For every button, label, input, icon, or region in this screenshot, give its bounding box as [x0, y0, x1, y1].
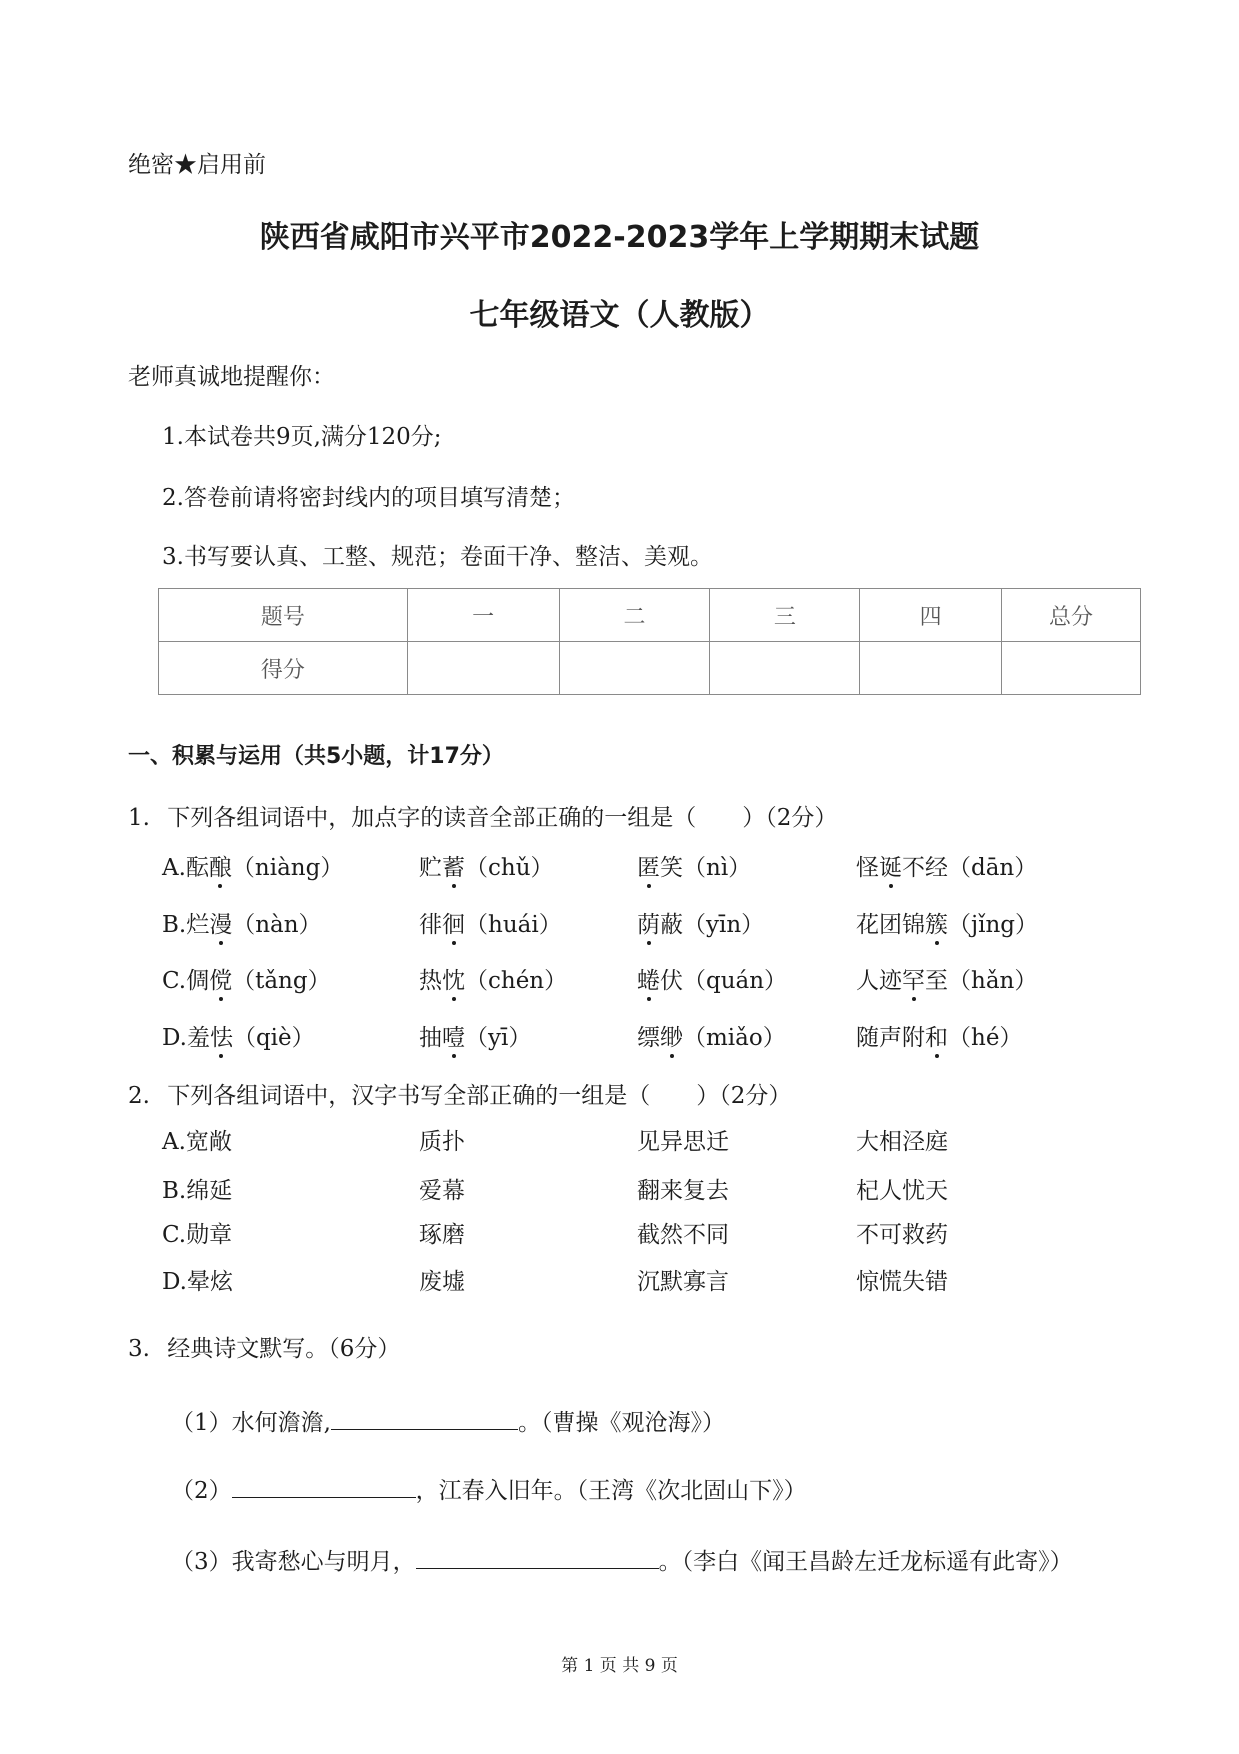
score-cell — [407, 642, 559, 695]
poem-text: （2） — [171, 1478, 232, 1504]
pinyin: （niàng） — [231, 855, 344, 881]
pinyin: （tǎng） — [232, 968, 331, 994]
q1-option-c-item — [419, 966, 567, 996]
table-header-cell: 二 — [559, 589, 710, 642]
dotted-char: 蓄 — [442, 855, 465, 881]
q1-option-d-item — [637, 1023, 786, 1053]
word-part: 缥 — [637, 1025, 660, 1051]
q1-option-a-item — [637, 853, 751, 883]
q2-option-c-item — [162, 1220, 232, 1250]
dotted-char: 缈 — [660, 1025, 683, 1051]
pinyin: （chén） — [465, 968, 568, 994]
dotted-char: 怯 — [209, 1025, 233, 1051]
question-1 — [128, 803, 837, 833]
question-2 — [128, 1081, 791, 1111]
answer-blank — [331, 1405, 518, 1430]
pinyin: （yī） — [465, 1025, 532, 1051]
q2-option-d-item: 惊慌失错 — [856, 1269, 948, 1295]
answer-blank — [232, 1473, 416, 1498]
q3-item-2 — [171, 1473, 807, 1506]
option-letter: A. — [162, 1129, 186, 1155]
pinyin: （dān） — [948, 855, 1038, 881]
table-header-cell: 三 — [710, 589, 860, 642]
q2-option-a-item: 大相泾庭 — [856, 1129, 948, 1155]
dotted-char: 噎 — [442, 1025, 465, 1051]
dotted-char: 罕 — [902, 968, 925, 994]
option-letter: C. — [162, 968, 187, 994]
q1-option-b-item — [419, 910, 562, 940]
word-part: 徘 — [419, 912, 442, 938]
q2-option-b-item: 翻来复去 — [637, 1178, 729, 1204]
q1-option-c-item — [162, 966, 331, 996]
word: 绵延 — [186, 1178, 233, 1204]
notice-intro: 老师真诚地提醒你： — [128, 364, 335, 390]
question-number: 1. — [128, 805, 150, 831]
poem-source: ，江春入旧年。（王湾《次北固山下》） — [415, 1478, 807, 1504]
score-cell — [710, 642, 860, 695]
table-header-cell: 四 — [860, 589, 1002, 642]
score-table — [158, 588, 1141, 695]
q1-option-a-item — [162, 853, 343, 883]
q2-option-a-item — [162, 1127, 232, 1157]
pinyin: （chǔ） — [465, 855, 554, 881]
word-part: 花团锦 — [856, 912, 925, 938]
table-row-label: 得分 — [159, 642, 408, 695]
notice-item: 3.书写要认真、工整、规范；卷面干净、整洁、美观。 — [162, 544, 713, 570]
word-part: 伏 — [660, 968, 683, 994]
dotted-char: 忱 — [442, 968, 465, 994]
dotted-char: 徊 — [442, 912, 465, 938]
confidential-label: 绝密★启用前 — [128, 152, 266, 178]
question-stem: 经典诗文默写。（6分） — [167, 1336, 401, 1362]
dotted-char: 酿 — [208, 855, 232, 881]
q2-option-c-item: 不可救药 — [856, 1222, 948, 1248]
option-letter: C. — [162, 1222, 187, 1248]
score-table-score-row — [159, 642, 1141, 695]
word-part: 随声附 — [856, 1025, 925, 1051]
word-part: 至 — [925, 968, 948, 994]
q2-option-a-item: 见异思迁 — [637, 1129, 729, 1155]
pinyin: （quán） — [683, 968, 788, 994]
exam-title: 陕西省咸阳市兴平市2022-2023学年上学期期末试题 — [259, 220, 980, 255]
q1-option-c-item — [637, 966, 787, 996]
q1-option-b-item — [637, 910, 764, 940]
q2-option-c-item: 截然不同 — [637, 1222, 729, 1248]
dotted-char: 匿 — [637, 855, 660, 881]
q1-option-a-item — [419, 853, 554, 883]
q2-option-c-item: 琢磨 — [419, 1222, 465, 1248]
word-part: 贮 — [419, 855, 442, 881]
q2-option-a-item: 质扑 — [419, 1129, 465, 1155]
word-part: 蔽 — [660, 912, 683, 938]
q2-option-d-item: 废墟 — [419, 1269, 465, 1295]
q2-option-b-item — [162, 1176, 232, 1206]
table-header-cell: 总分 — [1002, 589, 1141, 642]
word: 勋章 — [186, 1222, 233, 1248]
word-part: 抽 — [419, 1025, 442, 1051]
pinyin: （huái） — [465, 912, 562, 938]
word-part: 不经 — [902, 855, 948, 881]
pinyin: （nàn） — [232, 912, 322, 938]
question-number: 2. — [128, 1083, 150, 1109]
option-letter: D. — [162, 1025, 187, 1051]
q3-item-1 — [171, 1405, 725, 1438]
word-part: 烂 — [186, 912, 210, 938]
score-cell — [559, 642, 710, 695]
dotted-char: 簇 — [925, 912, 948, 938]
word: 晕炫 — [186, 1269, 233, 1295]
q1-option-d-item — [419, 1023, 531, 1053]
q1-option-b-item — [162, 910, 322, 940]
table-header-cell: 题号 — [159, 589, 408, 642]
section-heading: 一、积累与运用（共5小题，计17分） — [128, 744, 504, 769]
word-part: 羞 — [186, 1025, 210, 1051]
pinyin: （nì） — [683, 855, 752, 881]
dotted-char: 荫 — [637, 912, 660, 938]
pinyin: （hǎn） — [948, 968, 1038, 994]
pinyin: （qiè） — [232, 1025, 315, 1051]
option-letter: B. — [162, 1178, 187, 1204]
pinyin: （miǎo） — [683, 1025, 786, 1051]
q1-option-d-item — [162, 1023, 315, 1053]
option-letter: B. — [162, 912, 187, 938]
question-stem: 下列各组词语中，汉字书写全部正确的一组是（ ）（2分） — [167, 1083, 792, 1109]
pinyin: （hé） — [948, 1025, 1023, 1051]
notice-item: 1.本试卷共9页,满分120分; — [162, 424, 442, 450]
dotted-char: 漫 — [209, 912, 233, 938]
question-3 — [128, 1334, 400, 1364]
word-part: 倜 — [186, 968, 210, 994]
score-cell — [860, 642, 1002, 695]
score-table-header-row — [159, 589, 1141, 642]
score-cell — [1002, 642, 1141, 695]
q2-option-b-item: 爱幕 — [419, 1178, 465, 1204]
pinyin: （yīn） — [683, 912, 765, 938]
pinyin: （jǐng） — [948, 912, 1039, 938]
question-stem: 下列各组词语中，加点字的读音全部正确的一组是（ ）（2分） — [167, 805, 838, 831]
poem-text: （3）我寄愁心与明月， — [171, 1549, 416, 1575]
dotted-char: 傥 — [209, 968, 233, 994]
notice-item: 2.答卷前请将密封线内的项目填写清楚； — [162, 485, 575, 511]
word-part: 怪 — [856, 855, 879, 881]
option-letter: A. — [162, 855, 186, 881]
q1-option-a-item — [856, 853, 1037, 883]
poem-source: 。（李白《闻王昌龄左迁龙标遥有此寄》） — [658, 1549, 1073, 1575]
answer-blank — [416, 1544, 659, 1569]
option-letter: D. — [162, 1269, 187, 1295]
q1-option-c-item — [856, 966, 1037, 996]
page-number: 第 1 页 共 9 页 — [561, 1656, 678, 1676]
word: 宽敞 — [185, 1129, 232, 1155]
dotted-char: 和 — [925, 1025, 948, 1051]
q1-option-b-item — [856, 910, 1038, 940]
word-part: 笑 — [660, 855, 683, 881]
q2-option-d-item: 沉默寡言 — [637, 1269, 729, 1295]
exam-subtitle: 七年级语文（人教版） — [469, 298, 770, 333]
q3-item-3 — [171, 1544, 1073, 1577]
q1-option-d-item — [856, 1023, 1022, 1053]
word-part: 热 — [419, 968, 442, 994]
word-part: 人迹 — [856, 968, 902, 994]
q2-option-d-item — [162, 1267, 233, 1297]
question-number: 3. — [128, 1336, 150, 1362]
word-part: 酝 — [185, 855, 209, 881]
poem-text: （1）水何澹澹, — [171, 1410, 331, 1436]
q2-option-b-item: 杞人忧天 — [856, 1178, 948, 1204]
dotted-char: 诞 — [879, 855, 902, 881]
table-header-cell: 一 — [407, 589, 559, 642]
poem-source: 。（曹操《观沧海》） — [517, 1410, 725, 1436]
dotted-char: 蜷 — [637, 968, 660, 994]
